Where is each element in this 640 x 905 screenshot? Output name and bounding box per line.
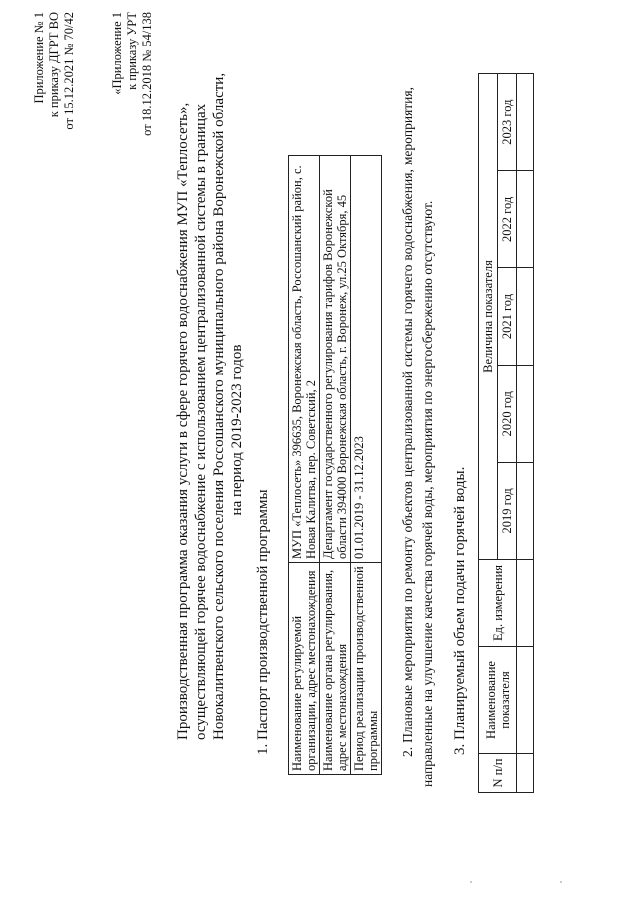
section2-text: 2. Плановые мероприятия по ремонту объектов централизованной системы горячего водоснабжения, мероприятия, направленные на улучшение качества горячей воды, мероприятия по энергосбережению отсутствуют. (400, 87, 435, 787)
appendix-2-line1: «Приложение 1 (110, 12, 124, 95)
table-cell (517, 754, 534, 793)
year-header: 2020 год (498, 365, 517, 462)
title-line1: Производственная программа оказания услуги в сфере горячего водоснабжения МУП «Теплосеть», (175, 102, 191, 740)
passport-value: 01.01.2019 - 31.12.2023 (351, 156, 382, 563)
table-cell (517, 560, 534, 647)
passport-value: Департамент государственного регулирования тарифов Воронежской области 394000 Воронежская область, г. Воронеж, ул.25 Октября, 45 (320, 156, 351, 563)
appendix-2-line3: от 18.12.2018 № 54/138 (140, 12, 154, 136)
appendix-1-line1: Приложение № 1 (32, 12, 46, 104)
table-row (320, 156, 351, 775)
table-cell (517, 365, 534, 462)
appendix-1 (32, 12, 77, 140)
table-header-row (479, 74, 498, 793)
table-row (351, 156, 382, 775)
passport-value: МУП «Теплосеть» 396635, Воронежская область, Россошанский район, с. Новая Калитва, пер. Советский, 2 (289, 156, 320, 563)
col-name-header: Наименование показателя (479, 647, 517, 754)
passport-label: Наименование регулируемой организации, адрес местонахождения (289, 563, 320, 775)
appendix-1-line3: от 15.12.2021 № 70/42 (62, 12, 76, 130)
year-header: 2019 год (498, 462, 517, 559)
volume-table (478, 73, 534, 793)
table-cell (517, 74, 534, 171)
col-unit-header: Ед. измерения (479, 560, 517, 647)
year-header: 2023 год (498, 74, 517, 171)
appendix-1-line2: к приказу ДГРТ ВО (47, 12, 61, 118)
title-line2: осуществляющей горячее водоснабжение с использованием централизованной системы в границах (193, 103, 209, 740)
table-cell (517, 171, 534, 268)
document-title (174, 72, 246, 740)
year-header: 2022 год (498, 171, 517, 268)
section3-heading: 3. Планируемый объем подачи горячей воды. (452, 466, 468, 755)
title-line3: Новокалитвенского сельского поселения Россошанского муниципального района Воронежской области, (211, 72, 227, 740)
appendix-2-line2: к приказу УРТ (125, 12, 139, 90)
table-cell (517, 268, 534, 365)
appendix-2 (110, 12, 155, 170)
table-row (517, 74, 534, 793)
col-value-header: Величина показателя (479, 74, 498, 560)
title-line4: на период 2019-2023 годов (229, 344, 245, 516)
col-num-header: N п/п (479, 754, 517, 793)
table-cell (517, 647, 534, 754)
scan-speck (560, 881, 562, 883)
passport-label: Наименование органа регулирования, адрес местонахождения (320, 563, 351, 775)
scan-speck (470, 881, 472, 883)
passport-table (288, 155, 382, 775)
year-header: 2021 год (498, 268, 517, 365)
table-row (289, 156, 320, 775)
section1-heading: 1. Паспорт производственной программы (255, 489, 271, 755)
passport-label: Период реализации производственной программы (351, 563, 382, 775)
table-cell (517, 462, 534, 559)
